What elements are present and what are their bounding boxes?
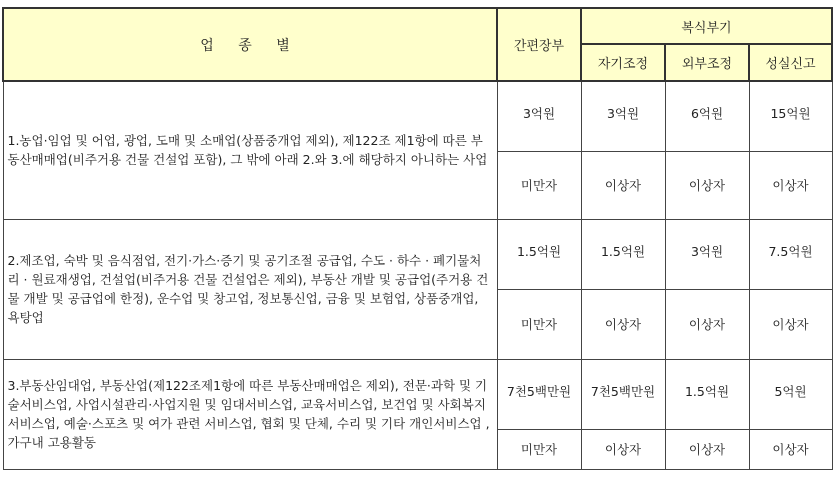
simple-condition[interactable]: 미만자 bbox=[497, 429, 581, 469]
faithful-report-header[interactable]: 성실신고 bbox=[749, 44, 832, 81]
external-threshold[interactable]: 6억원 bbox=[665, 81, 749, 151]
industry-description[interactable]: 3.부동산임대업, 부동산업(제122조제1항에 따른 부동산매매업은 제외), 전문·과학 및 기술서비스업, 사업시설관리·사업지원 및 임대서비스업, 교육서비스업, 보건업 및 사회복지서비스업, 예술·스포츠 및 여가 관련 서비스업, 협회 및 단체, 수리 및 기타 개인서비스업 , 가구내 고용활동 bbox=[3, 359, 497, 469]
self-condition[interactable]: 이상자 bbox=[581, 289, 665, 359]
double-entry-header[interactable]: 복식부기 bbox=[581, 8, 832, 44]
self-threshold[interactable]: 3억원 bbox=[581, 81, 665, 151]
external-adjust-header[interactable]: 외부조정 bbox=[665, 44, 749, 81]
external-condition[interactable]: 이상자 bbox=[665, 151, 749, 219]
simple-condition[interactable]: 미만자 bbox=[497, 289, 581, 359]
simple-threshold[interactable]: 3억원 bbox=[497, 81, 581, 151]
table-row bbox=[3, 81, 832, 151]
simple-threshold[interactable]: 1.5억원 bbox=[497, 219, 581, 289]
category-header[interactable] bbox=[3, 8, 497, 81]
faithful-threshold[interactable]: 5억원 bbox=[749, 359, 832, 429]
category-header-label: 업 종 별 bbox=[200, 37, 300, 54]
external-condition[interactable]: 이상자 bbox=[665, 429, 749, 469]
external-condition[interactable]: 이상자 bbox=[665, 289, 749, 359]
faithful-condition[interactable]: 이상자 bbox=[749, 429, 832, 469]
simple-books-header[interactable]: 간편장부 bbox=[497, 8, 581, 81]
faithful-condition[interactable]: 이상자 bbox=[749, 289, 832, 359]
industry-description[interactable]: 1.농업·임업 및 어업, 광업, 도매 및 소매업(상품중개업 제외), 제122조 제1항에 따른 부동산매매업(비주거용 건물 건설업 포함), 그 밖에 아래 2.와 3.에 해당하지 아니하는 사업 bbox=[3, 81, 497, 219]
self-adjust-header[interactable]: 자기조정 bbox=[581, 44, 665, 81]
table-row bbox=[3, 359, 832, 429]
self-condition[interactable]: 이상자 bbox=[581, 151, 665, 219]
faithful-condition[interactable]: 이상자 bbox=[749, 151, 832, 219]
bookkeeping-table bbox=[2, 7, 833, 470]
self-condition[interactable]: 이상자 bbox=[581, 429, 665, 469]
self-threshold[interactable]: 7천5백만원 bbox=[581, 359, 665, 429]
table-row bbox=[3, 219, 832, 289]
simple-condition[interactable]: 미만자 bbox=[497, 151, 581, 219]
simple-threshold[interactable]: 7천5백만원 bbox=[497, 359, 581, 429]
self-threshold[interactable]: 1.5억원 bbox=[581, 219, 665, 289]
faithful-threshold[interactable]: 15억원 bbox=[749, 81, 832, 151]
industry-description[interactable]: 2.제조업, 숙박 및 음식점업, 전기·가스·증기 및 공기조절 공급업, 수도 · 하수 · 폐기물처리 · 원료재생업, 건설업(비주거용 건물 건설업은 제외), 부동산 개발 및 공급업(주거용 건물 개발 및 공급업에 한정), 운수업 및 창고업, 정보통신업, 금융 및 보험업, 상품중개업, 욕탕업 bbox=[3, 219, 497, 359]
faithful-threshold[interactable]: 7.5억원 bbox=[749, 219, 832, 289]
external-threshold[interactable]: 1.5억원 bbox=[665, 359, 749, 429]
external-threshold[interactable]: 3억원 bbox=[665, 219, 749, 289]
